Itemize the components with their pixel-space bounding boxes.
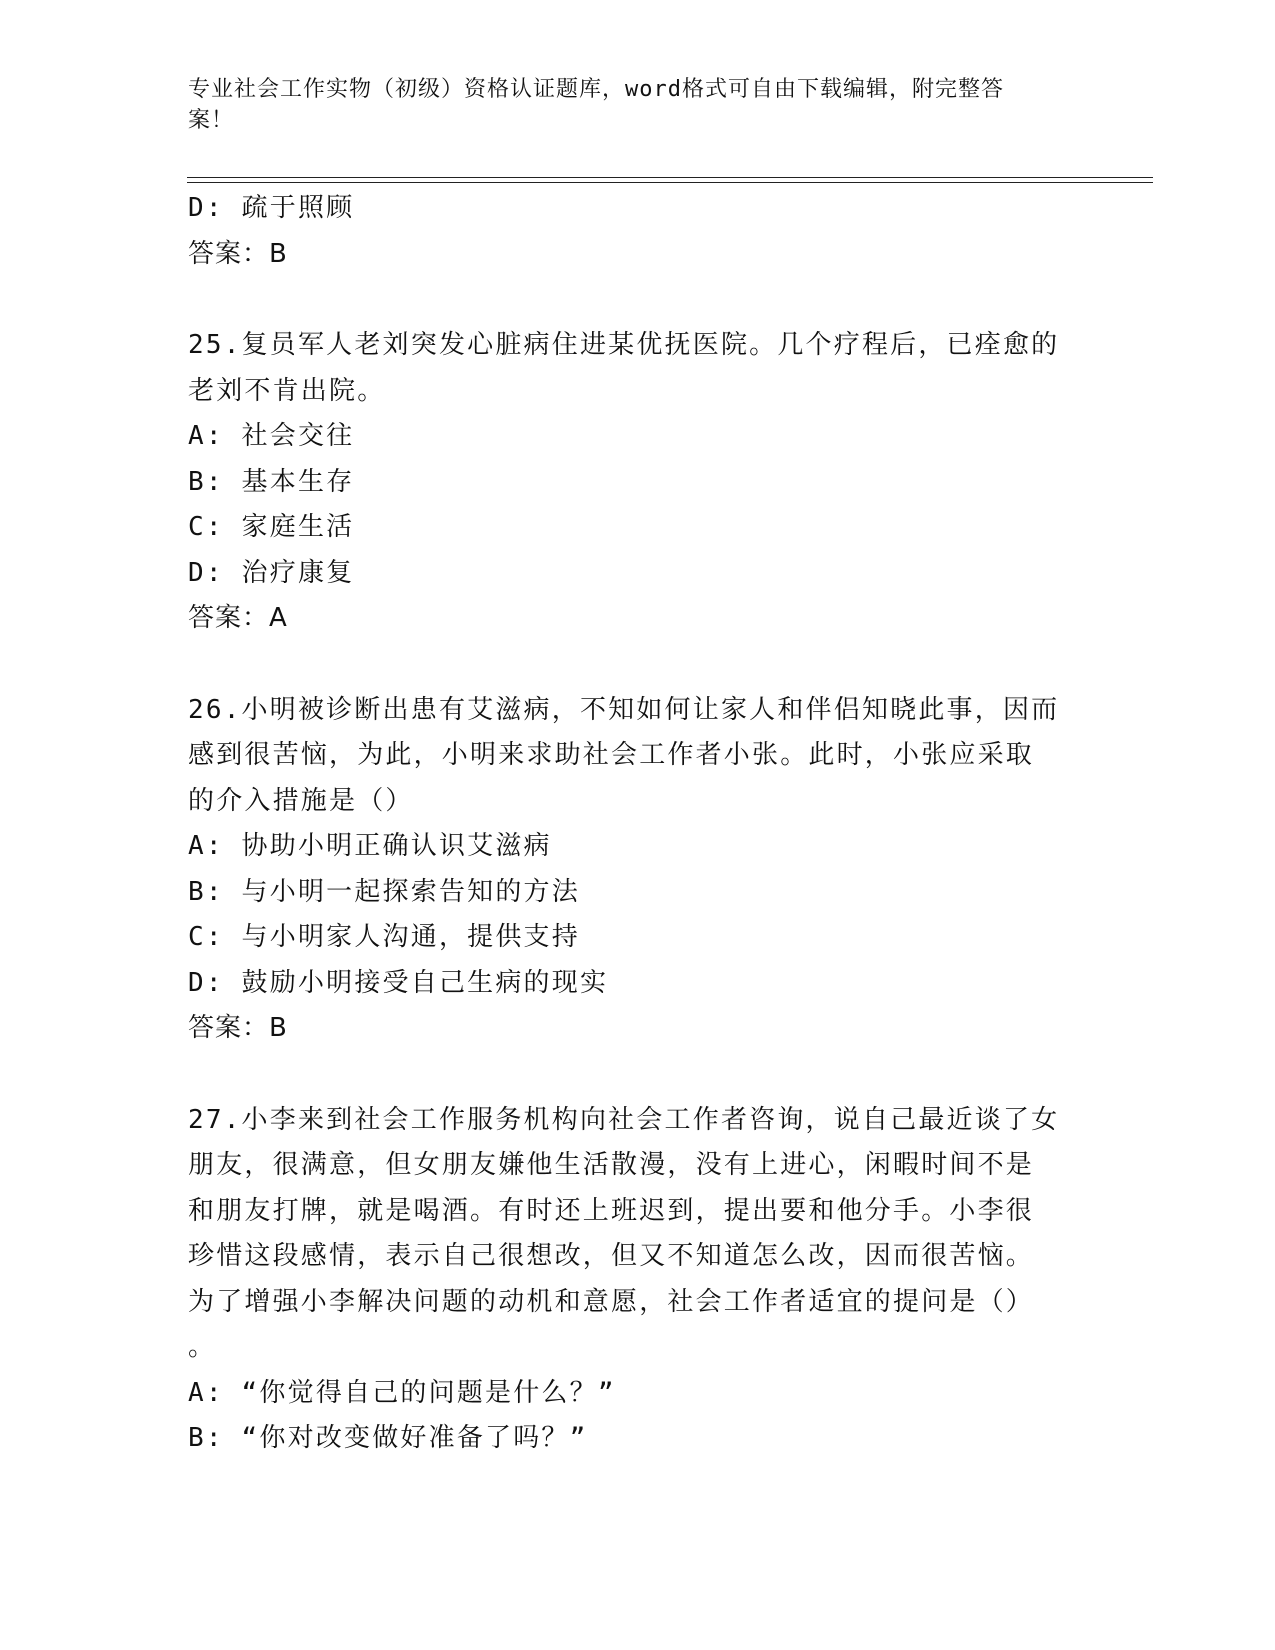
question-stem-line: 26.小明被诊断出患有艾滋病，不知如何让家人和伴侣知晓此事，因而 (188, 694, 1060, 725)
spacer (188, 277, 1068, 323)
option-a: A: “你觉得自己的问题是什么？” (188, 1377, 616, 1408)
question-stem-line: 为了增强小李解决问题的动机和意愿，社会工作者适宜的提问是（） (188, 1286, 1035, 1317)
question-stem-line: 老刘不肯出院。 (188, 375, 386, 406)
answer-line: 答案：B (188, 1013, 288, 1043)
option-d: D: 疏于照顾 (188, 193, 355, 223)
question-stem-line: 27.小李来到社会工作服务机构向社会工作者咨询，说自己最近谈了女 (188, 1104, 1060, 1135)
question-stem-line: 朋友，很满意，但女朋友嫌他生活散漫，没有上进心，闲暇时间不是 (188, 1150, 1035, 1180)
question-27 (188, 1098, 1068, 1462)
question-content (188, 186, 1068, 1462)
option-d: D: 治疗康复 (188, 557, 355, 588)
question-stem-line: 25.复员军人老刘突发心脏病住进某优抚医院。几个疗程后，已痊愈的 (188, 330, 1060, 360)
answer-line: 答案：B (188, 238, 288, 269)
header-rule-top (187, 177, 1153, 178)
option-a: A: 社会交往 (188, 421, 355, 451)
spacer (188, 1052, 1068, 1098)
option-c: C: 家庭生活 (188, 512, 355, 542)
question-stem-line: 和朋友打牌，就是喝酒。有时还上班迟到，提出要和他分手。小李很 (188, 1195, 1035, 1226)
question-26 (188, 688, 1068, 1052)
option-b: B: 与小明一起探索告知的方法 (188, 876, 580, 907)
question-25 (188, 323, 1068, 642)
option-b: B: “你对改变做好准备了吗？” (188, 1423, 588, 1453)
answer-line: 答案：A (188, 603, 288, 633)
option-a: A: 协助小明正确认识艾滋病 (188, 831, 552, 861)
header-line-2: 案！ (188, 108, 235, 133)
header-rule-bottom (187, 182, 1153, 183)
question-stem-line: 的介入措施是（） (188, 785, 414, 816)
header-line-1: 专业社会工作实物（初级）资格认证题库，word格式可自由下载编辑，附完整答 (188, 77, 1004, 102)
option-b: B: 基本生存 (188, 466, 355, 497)
option-c: C: 与小明家人沟通，提供支持 (188, 922, 580, 952)
spacer (188, 642, 1068, 688)
question-stem-line: 感到很苦恼，为此，小明来求助社会工作者小张。此时，小张应采取 (188, 740, 1035, 770)
option-d: D: 鼓励小明接受自己生病的现实 (188, 967, 609, 998)
question-stem-line: 。 (188, 1332, 217, 1362)
question-stem-line: 珍惜这段感情，表示自己很想改，但又不知道怎么改，因而很苦恼。 (188, 1241, 1035, 1271)
page-header (188, 74, 1068, 136)
question-24-tail (188, 186, 1068, 277)
